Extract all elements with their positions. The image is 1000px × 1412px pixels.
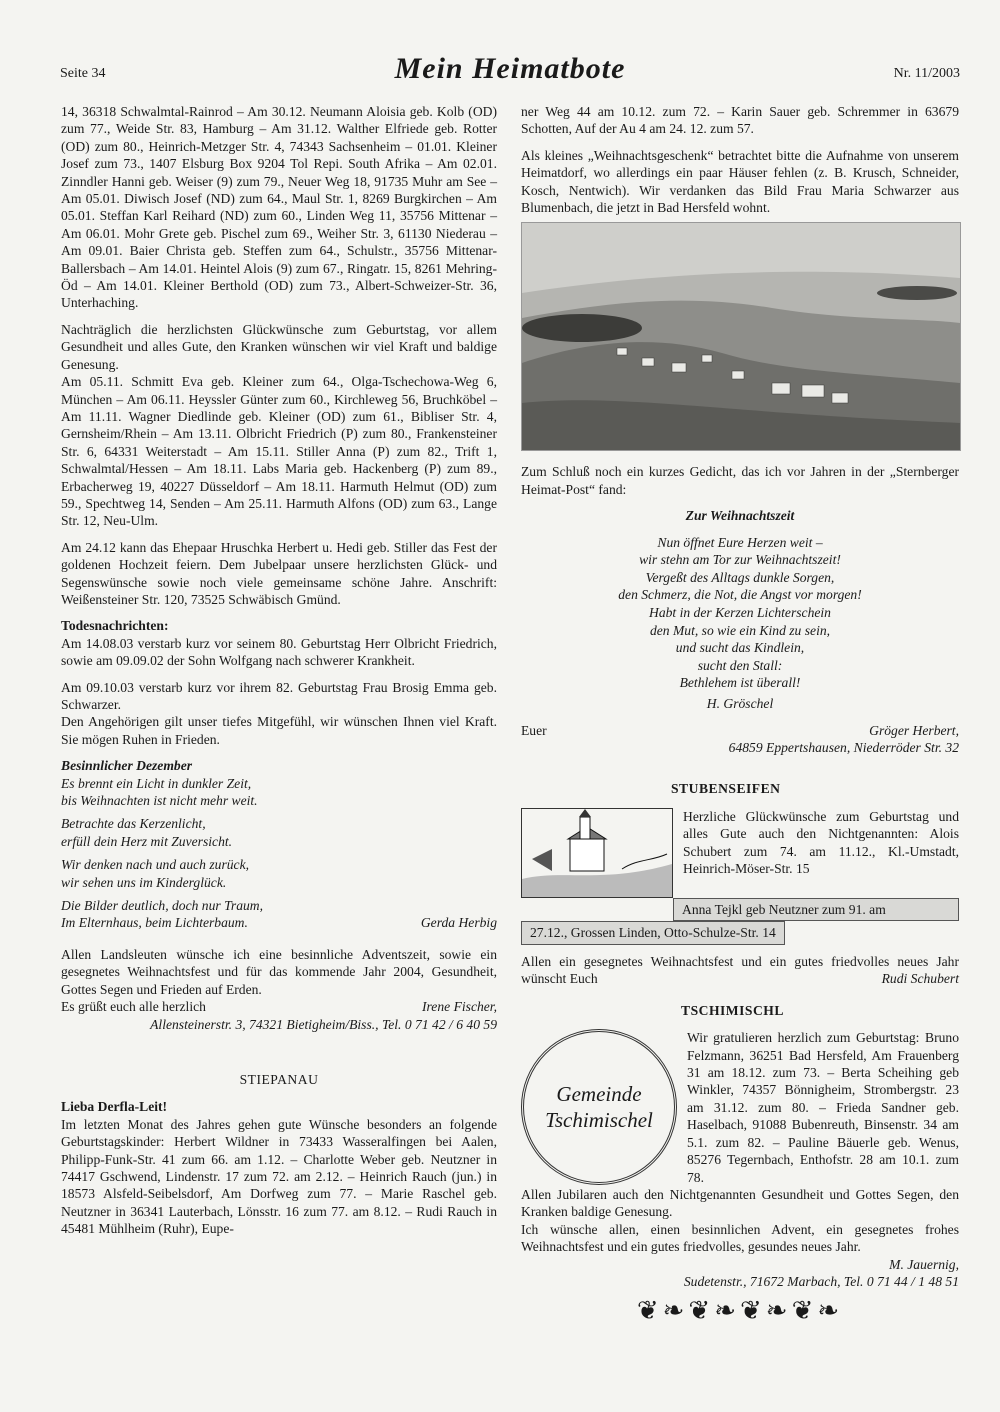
greeting-closing: Es grüßt euch alle herzlich [61,999,206,1015]
tschimischl-text: Wir gratulieren herzlich zum Geburtstag: Bruno Felzmann, 36251 Bad Hersfeld, Am Frauenberg 31 am 18.12. zum 73. – Berta Scheihing geb Winkler, 74357 Bönnigheim, Strombergstr. 23 am 31.12. zum 80. – Frieda Sandner geb. Haselbach, 91088 Bubenreuth, Binsenstr. 34 am 5.1. zum 82. – Pauline Bäuerle geb. Wenus, 85276 Tegernbach, Enthofstr. 28 am 10.1. zum 78. [687,1030,959,1185]
poem-line: Nun öffnet Eure Herzen weit – [657,534,823,550]
poem-line: sucht den Stall: [697,657,783,673]
signature-address: Allensteinerstr. 3, 74321 Bietigheim/Biss., Tel. 0 71 42 / 6 40 59 [150,1016,497,1032]
issue-number: Nr. 11/2003 [893,66,960,81]
page-number: Seite 34 [60,66,106,81]
poem-line: bis Weihnachten ist nicht mehr weit. [61,793,258,809]
poem-line: wir stehn am Tor zur Weihnachtszeit! [639,552,841,568]
poem-author: Gerda Herbig [420,915,497,931]
poem-line: und sucht das Kindlein, [675,640,805,656]
decorative-border-icon: ❦❧❦❧❦❧❦❧ [636,1296,844,1326]
signature-name: M. Jauernig, [889,1256,959,1272]
poem-author: H. Gröschel [706,696,774,711]
poem-title: Zur Weihnachtszeit [685,508,795,524]
stubenseifen-closing: Allen ein gesegnetes Weihnachtsfest und ein gutes friedvolles neues Jahr wünscht Euch [521,953,959,987]
poem-title: Besinnlicher Dezember [61,758,193,774]
poem-line: Im Elternhaus, beim Lichterbaum. [61,915,248,931]
church-icon [522,809,672,897]
stiepanau-greeting: Lieba Derfla-Leit! [61,1099,168,1115]
belated-list: Am 05.11. Schmitt Eva geb. Kleiner zum 64., Olga-Tschechowa-Weg 6, München – Am 06.11. Heyssler Günter zum 60., Kirchleweg 56, Bruchköbel – Am 11.11. Wagner Diedlinde geb. Kleiner (OD) zum 61., Bibliser Str. 4, Gernsheim/Rhein – Am 13.11. Olbricht Friedrich (P) zum 80., Frankensteiner Str. 6, 64331 Weiterstadt – Am 15.11. Stiller Anna (P) zum 82., Trift 1, Schwalmtal/Hessen – Am 18.11. Labs Maria geb. Hackenberg (P) zum 89., Erbacherweg 19, 40227 Düsseldorf – Am 18.11. Harmuth Helmut (OD) zum 59., Spechtweg 14, Senden – Am 25.11. Harmuth Alfons (OD) zum 63., Lange Str. 12, Neu-Ulm. [61,374,497,529]
section-heading-stiepanau: STIEPANAU [239,1071,319,1087]
death-notice-2: Am 09.10.03 verstarb kurz vor ihrem 82. Geburtstag Frau Brosig Emma geb. Schwarzer. [61,679,497,712]
stubenseifen-highlight-1: Anna Tejkl geb Neutzner zum 91. am [673,898,959,921]
poem-intro: Zum Schluß noch ein kurzes Gedicht, das ich vor Jahren in der „Sternberger Heimat-Post“ fand: [521,464,959,497]
season-greeting: Allen Landsleuten wünsche ich eine besinnliche Adventszeit, sowie ein gesegnetes Weihnachtsfest und für das kommende Jahr 2004, Gesundheit, Gottes Segen und Frieden auf Erden. [61,946,497,997]
poem-line: Es brennt ein Licht in dunkler Zeit, [61,775,252,791]
belated-intro: Nachträglich die herzlichsten Glückwünsche zum Geburtstag, vor allem Gesundheit und alles Gute, den Kranken wünschen wir viel Kraft und baldige Genesung. [61,321,497,372]
poem-line: Habt in der Kerzen Lichterschein [649,605,831,621]
section-heading-stubenseifen: STUBENSEIFEN [671,781,781,797]
poem-line: Bethlehem ist überall! [679,675,801,691]
village-landscape-image [522,223,960,450]
poem-line: den Schmerz, die Not, die Angst vor morgen! [618,587,862,603]
poem-line: Die Bilder deutlich, doch nur Traum, [61,898,264,914]
left-column [61,103,497,1238]
tschimischl-greeting: Ich wünsche allen, einen besinnlichen Advent, ein gesegnetes frohes Weihnachtsfest und ein gutes friedvolles, gesundes neues Jahr. [521,1221,959,1255]
stamp-line: Tschimischel [545,1108,653,1133]
death-notice-1: Am 14.08.03 verstarb kurz vor seinem 80. Geburtstag Herr Olbricht Friedrich, sowie am 09.09.02 der Sohn Wolfgang nach schwerer Krankheit. [61,635,497,669]
stubenseifen-highlight-2: 27.12., Grossen Linden, Otto-Schulze-Str. 14 [521,921,785,944]
poem-line: Betrachte das Kerzenlicht, [61,816,206,832]
closing-word: Euer [521,722,547,738]
poem-line: den Mut, so wie ein Kind zu sein, [649,622,831,638]
church-illustration [521,808,673,898]
right-column [521,103,959,1326]
signature-address: 64859 Eppertshausen, Niederröder Str. 32 [728,740,959,755]
stubenseifen-signature: Rudi Schubert [881,971,959,987]
signature-address: Sudetenstr., 71672 Marbach, Tel. 0 71 44 / 1 48 51 [683,1273,959,1289]
masthead: Mein Heimatbote [394,52,626,85]
section-heading-tschimischl: TSCHIMISCHL [681,1002,784,1018]
page-header [60,52,960,98]
poem-line: erfüll dein Herz mit Zuversicht. [61,833,233,849]
signature-name: Irene Fischer, [422,999,497,1015]
stubenseifen-text: Herzliche Glückwünsche zum Geburtstag und alles Gute auch den Nichtgenannten: Alois Schubert zum 74. am 11.12., Kl.-Umstadt, Heinrich-Möser-Str. 15 [683,808,959,877]
poem-line: Vergeßt des Alltags dunkle Sorgen, [645,569,835,585]
signature-name: Gröger Herbert, [869,722,959,738]
stiepanau-text: Im letzten Monat des Jahres gehen gute Wünsche besonders an folgende Geburtstagskinder: Herbert Wildner in 73433 Wasseralfingen bei Aalen, Philipp-Funk-Str. 41 zum 66. am 1.12. – Charlotte Weber geb. Neutzner in 74417 Gschwend, Lindenstr. 17 zum 72. am 2.12. – Heinrich Rauch (jun.) in 18573 Alsfeld-Seibelsdorf, Am Dorfweg zum 77. – Marie Raschel geb. Neutzner in 36341 Lauterbach, Lönsstr. 16 zum 77. am 8.12. – Rudi Rauch in 45481 Mühlheim (Ruhr), Eupe- [61,1116,497,1237]
condolence: Den Angehörigen gilt unser tiefes Mitgefühl, wir wünschen Ihnen viel Kraft. Sie mögen Ruhen in Frieden. [61,714,497,747]
golden-wedding: Am 24.12 kann das Ehepaar Hruschka Herbert u. Hedi geb. Stiller das Fest der goldenen Hochzeit feiern. Dem Jubelpaar unsere herzlichsten Glück- und Segenswünsche sowie noch viele gemeinsame schöne Jahre. Anschrift: Weißensteiner Str. 120, 73525 Schwäbisch Gmünd. [61,539,497,607]
poem-line: Wir denken nach und auch zurück, [61,857,250,873]
tschimischl-wishes: Allen Jubilaren auch den Nichtgenannten Gesundheit und Gottes Segen, den Kranken baldige Genesung. [521,1186,959,1220]
poem-line: wir sehen uns im Kinderglück. [61,874,227,890]
village-photo [521,222,961,451]
death-heading: Todesnachrichten: [61,618,169,634]
stamp-line: Gemeinde [556,1082,642,1107]
stiepanau-continued: ner Weg 44 am 10.12. zum 72. – Karin Sauer geb. Schremmer in 63679 Schotten, Auf der Au 4 am 24. 12. zum 57. [521,104,959,137]
community-stamp [521,1029,677,1185]
birthday-list: 14, 36318 Schwalmtal-Rainrod – Am 30.12. Neumann Aloisia geb. Kolb (OD) zum 77., Weide Str. 83, Hamburg – Am 31.12. Walther Elfriede geb. Rotter (OD) zum 80., Heinrich-Metzger Str. 4, 74343 Sachsenheim – 01.01. Kleiner Josef zum 73., 1407 Elsburg Box 9204 Tol Repi. South Afrika – Am 02.01. Zinndler Hanni geb. Weiser (9) zum 79., Neuer Weg 18, 91735 Muhr am See – Am 05.01. Diwisch Josef (ND) zum 64., Maul Str. 1, 8269 Burgkirchen – Am 05.01. Steffan Karl Reihard (ND) zum 60., Linden Weg 11, 35756 Mittenar – Am 06.01. Mohr Grete geb. Pischel zum 69., Weiher Str. 3, 61130 Niederau – Am 09.01. Baier Christa geb. Steffen zum 64., Schulstr., 35756 Mittenar-Ballersbach – Am 14.01. Heintel Alois (9) zum 67., Ringatr. 15, 8261 Mehring-Öd – Am 14.01. Kleiner Berthold (OD) zum 73., Albert-Schweizer-Str. 36, Unterhaching. [61,104,497,311]
photo-intro: Als kleines „Weihnachtsgeschenk“ betrachtet bitte die Aufnahme von unserem Heimatdorf, wo allerdings ein paar Häuser fehlen (z. B. Krusch, Schneider, Kosch, Nentwich). Wir verdanken das Bild Frau Maria Schwarzer aus Blumenbach, die jetzt in Bad Hersfeld wohnt. [521,147,959,216]
